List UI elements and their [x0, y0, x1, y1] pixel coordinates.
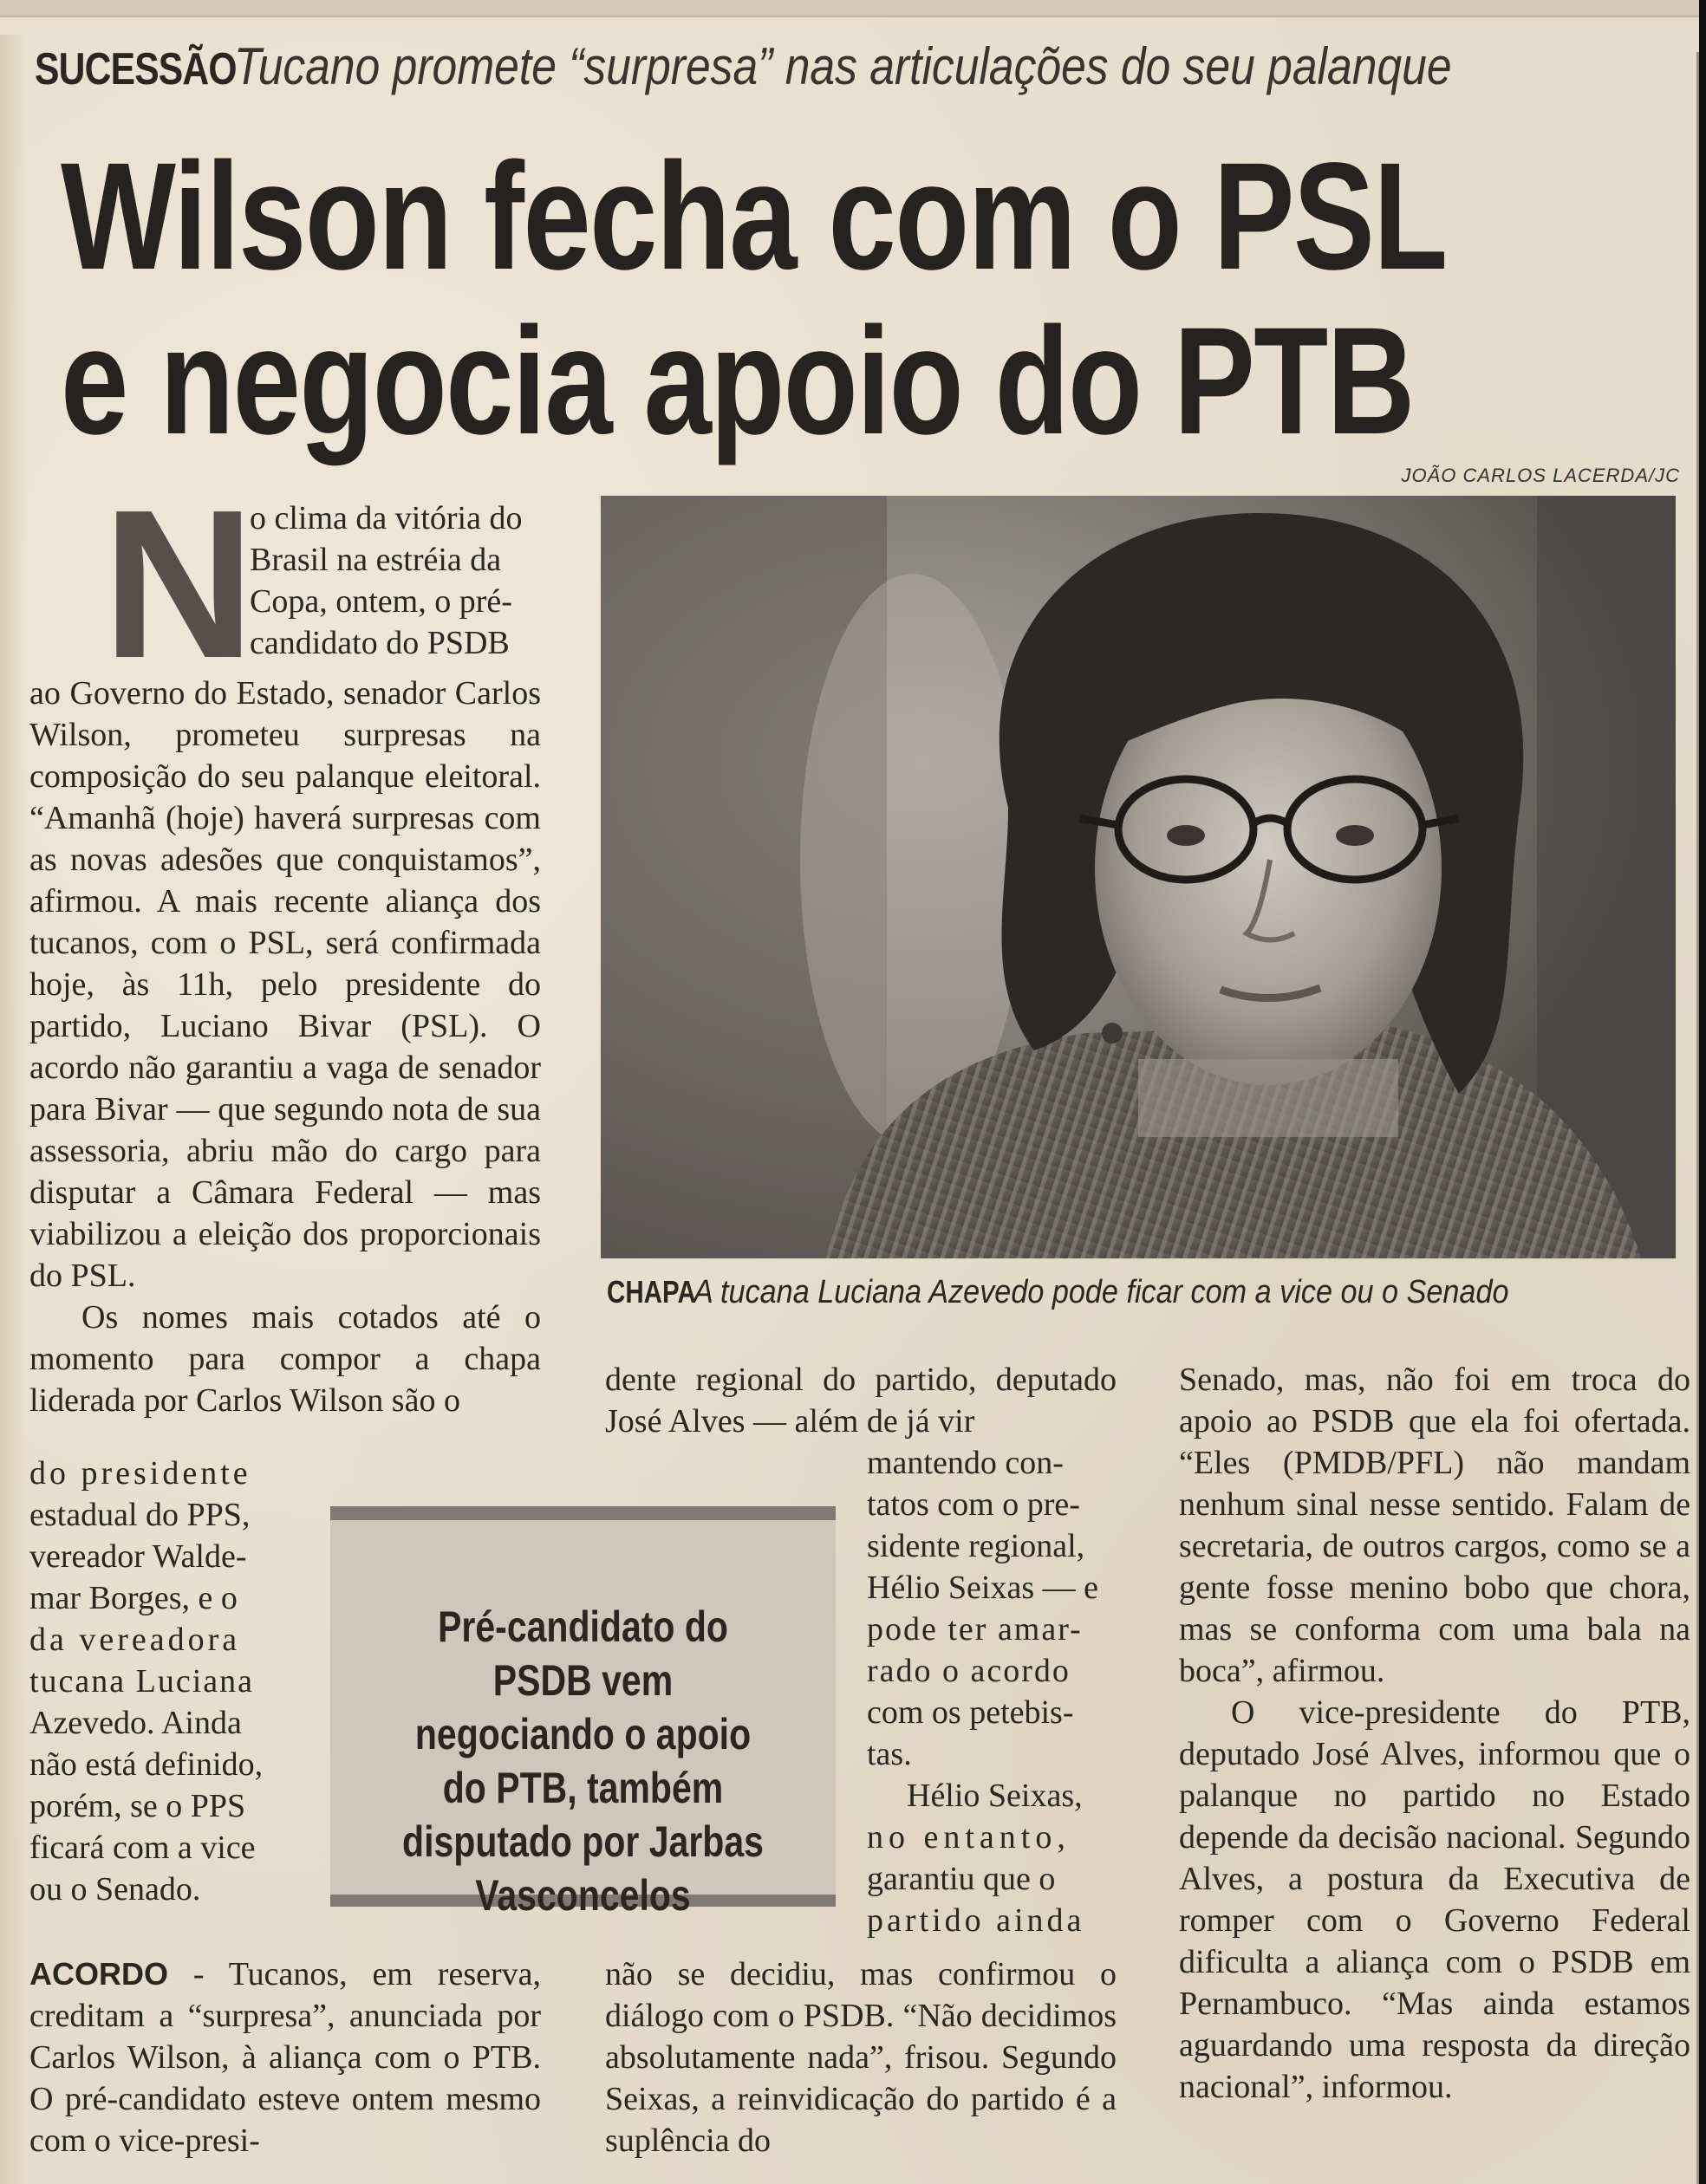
text-line: estadual do PPS,	[29, 1497, 251, 1533]
deck: Tucano promete “surpresa” nas articulações do seu palanque	[234, 37, 1452, 95]
lead-paragraph: ao Governo do Estado, senador Carlos Wilson, prometeu surpresas na composição do seu palanque eleitoral. “Amanhã (hoje) haverá surpresas com as novas adesões que conquistamos”, afirmou. A mais recente aliança dos tucanos, com o PSL, será confirmada hoje, às 11h, pelo presidente do partido, Luciano Bivar (PSL). O acordo não garantiu a vaga de senador para Bivar — que segundo nota de sua assessoria, abriu mão do cargo para disputar a Câmara Federal — mas viabilizou a eleição dos proporcionais do PSL.	[29, 675, 541, 1294]
text-line: não está definido,	[29, 1746, 264, 1783]
column-2-bottom	[605, 1953, 1117, 2161]
lead-line: candidato do PSDB	[250, 625, 510, 661]
acordo-label: ACORDO	[29, 1956, 168, 1992]
column-1-narrow	[29, 1453, 303, 1910]
text-line: da vereadora	[29, 1622, 241, 1658]
drop-cap: N	[102, 465, 256, 702]
text-line: Hélio Seixas — e	[867, 1570, 1099, 1606]
column-2-bottom-text: não se decidiu, mas confirmou o diálogo com o PSDB. “Não decidimos absolutamente nada”, frisou. Segundo Seixas, a reinvidicação do partido é a suplência do	[605, 1956, 1117, 2159]
torn-top-edge	[0, 0, 1706, 17]
column-2-narrow	[867, 1442, 1117, 1941]
article-column-1	[29, 465, 541, 1421]
text-line: sidente regional,	[867, 1528, 1085, 1564]
headline-line-2: e negocia apoio do PTB	[61, 296, 1414, 466]
portrait-illustration	[601, 496, 1676, 1258]
text-line: com os petebis-	[867, 1694, 1074, 1731]
photo-credit: JOÃO CARLOS LACERDA/JC	[1401, 465, 1680, 486]
text-line: mar Borges, e o	[29, 1580, 238, 1616]
text-line: garantiu que o	[867, 1861, 1056, 1897]
column-2-top: dente regional do partido, deputado José Alves — além de já vir	[605, 1362, 1117, 1440]
text-line: porém, se o PPS	[29, 1788, 246, 1824]
pull-quote	[348, 1600, 818, 1922]
paragraph-nomes: Os nomes mais cotados até o momento para compor a chapa liderada por Carlos Wilson são o	[29, 1299, 541, 1419]
left-edge-shadow	[0, 35, 26, 2184]
column-3-paragraph-1: Senado, mas, não foi em troca do apoio ao PSDB que ela foi ofertada. “Eles (PMDB/PFL) não mandam nenhum sinal nesse sentido. Falam de secretaria, de outros cargos, como se a gente fosse menino bobo que chora, mas se conforma com uma bala na boca”, afirmou.	[1179, 1362, 1690, 1689]
pull-quote-text: Pré-candidato do PSDB vem negociando o apoio do PTB, também disputado por Jarbas Vasconcelos	[402, 1602, 764, 1920]
text-line: rado o acordo	[867, 1653, 1071, 1689]
kicker	[35, 36, 1664, 114]
pull-quote-box	[330, 1506, 836, 1920]
lead-line: Copa, ontem, o pré-	[250, 583, 512, 620]
text-line: mantendo con-	[867, 1445, 1064, 1481]
lead-line: Brasil na estréia da	[250, 542, 502, 578]
right-edge	[1699, 0, 1706, 2184]
caption-tag: CHAPA	[607, 1274, 696, 1310]
text-line: partido ainda	[867, 1902, 1085, 1939]
text-line: ficará com a vice	[29, 1830, 256, 1866]
text-line: tucana Luciana	[29, 1663, 255, 1700]
caption-text: A tucana Luciana Azevedo pode ficar com a vice ou o Senado	[693, 1274, 1509, 1310]
headline	[61, 134, 1673, 464]
headline-line-1: Wilson fecha com o PSL	[61, 132, 1447, 302]
text-line: Hélio Seixas,	[907, 1778, 1083, 1814]
text-line: vereador Walde-	[29, 1538, 247, 1575]
article-column-2	[605, 1359, 1117, 1442]
column-3-paragraph-2: O vice-presidente do PTB, deputado José Alves, informou que o palanque no partido no Estado depende da decisão nacional. Segundo Alves, a postura da Executiva de romper com o Governo Federal dificulta a aliança com o PSDB em Pernambuco. “Mas ainda estamos aguardando uma resposta da direção nacional”, informou.	[1179, 1694, 1690, 2105]
lead-line: o clima da vitória do	[250, 500, 523, 536]
text-line: tatos com o pre-	[867, 1486, 1080, 1523]
article-column-3	[1179, 1359, 1690, 2108]
text-line: pode ter amar-	[867, 1611, 1083, 1648]
text-line: do presidente	[29, 1455, 251, 1492]
text-line: ou o Senado.	[29, 1871, 201, 1908]
acordo-paragraph	[29, 1953, 541, 2161]
photo-caption	[607, 1274, 1682, 1311]
acordo-text: - Tucanos, em reserva, creditam a “surpresa”, anunciada por Carlos Wilson, à aliança com o PTB. O pré-candidato esteve ontem mesmo com o vice-presi-	[29, 1956, 541, 2159]
text-line: no entanto,	[867, 1819, 1071, 1856]
section-tag: SUCESSÃO	[35, 44, 237, 94]
text-line: Azevedo. Ainda	[29, 1705, 242, 1741]
text-line: tas.	[867, 1736, 912, 1772]
portrait-photo	[601, 496, 1676, 1258]
